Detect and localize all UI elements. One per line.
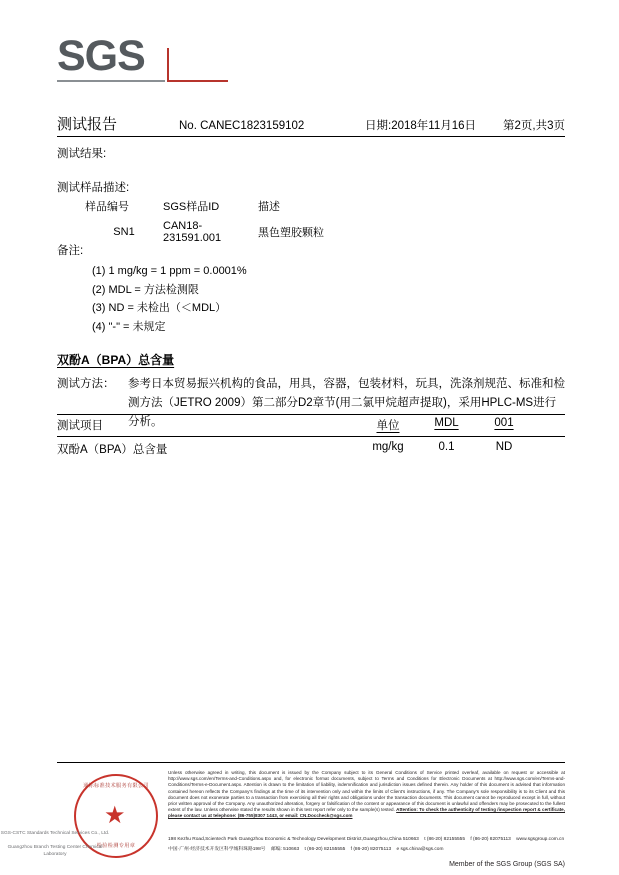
footer-fax-en: f (86-20) 82075113 — [470, 837, 511, 842]
footer-website[interactable]: www.sgsgroup.com.cn — [516, 837, 565, 842]
sample-col-no: 样品编号 — [85, 201, 129, 213]
sample-description-label: 测试样品描述: — [57, 182, 130, 194]
footer-member-line: Member of the SGS Group (SGS SA) — [449, 861, 565, 868]
footer-legal-text — [168, 770, 565, 820]
footer-paragraph: Unless otherwise agreed in writing, this document is issued by the Company subject to its General Conditions of Service printed overleaf, available on request or accessible at http://www.sgs.com/en/Terms-and-Conditions.aspx and, for electronic format documents, subject to Terms and Conditions for Electronic Documents at http://www.sgs.com/en/Terms-and-Conditions/Terms-e-Document.aspx. Attention is drawn to the limitation of liability, indemnification and jurisdiction issues defined therein. Any holder of this document is advised that information contained hereon reflects the Company's findings at the time of its intervention only and within the limits of Client's instructions, if any. The Company's sole responsibility is to its Client and this document does not exonerate parties to a transaction from exercising all their rights and obligations under the transaction documents. This document cannot be reproduced except in full, without prior written approval of the Company. Any unauthorized alteration, forgery or falsification of the content or appearance of this document is unlawful and offenders may be prosecuted to the fullest extent of the law. Unless otherwise stated the results shown in this test report refer only to the sample(s) tested. — [168, 770, 565, 813]
footer-email[interactable]: e sgs.china@sgs.com — [396, 847, 444, 852]
result-cell-mdl: 0.1 — [438, 441, 455, 453]
stamp-arc-bottom-text: 检验检测专用章 — [96, 843, 136, 849]
sample-cell-id: CAN18-231591.001 — [163, 220, 222, 244]
stamp-label-line1: SGS-CSTC Standards Technical Services Co., Ltd. — [0, 831, 110, 836]
results-label: 测试结果: — [57, 148, 107, 160]
footer-address-en: 198 Kezhu Road,Scientech Park Guangzhou Economic & Technology Development District,Guangzhou,China 510663 — [168, 837, 419, 842]
logo-tick-red — [167, 48, 169, 82]
section-heading-bpa: 双酚A（BPA）总含量 — [57, 353, 175, 367]
footer-fax-cn: f (86-20) 82075113 — [350, 847, 392, 852]
stamp-arc-top-text: 通标标准技术服务有限公司 — [83, 783, 149, 789]
sample-cell-desc: 黑色塑胶颗粒 — [258, 227, 324, 239]
sample-col-desc: 描述 — [258, 201, 280, 213]
table-row — [57, 436, 565, 457]
result-col-001: 001 — [494, 417, 514, 429]
report-number: No. CANEC1823159102 — [179, 120, 305, 132]
page-indicator: 第2页,共3页 — [503, 120, 565, 132]
footer-address-cn-row — [168, 846, 565, 854]
sample-cell-no: SN1 — [113, 226, 135, 238]
test-method-label: 测试方法： — [57, 378, 115, 390]
list-item: (4) "-" = 未规定 — [92, 320, 166, 333]
result-cell-unit: mg/kg — [372, 441, 404, 453]
page-title: 测试报告 — [57, 116, 118, 133]
result-table — [57, 417, 565, 457]
sgs-logo-text: SGS — [57, 32, 145, 80]
sgs-logo — [57, 34, 177, 86]
footer-address-en-row — [168, 836, 565, 844]
list-item: (3) ND = 未检出（＜MDL） — [92, 302, 227, 314]
sample-table-header-row — [85, 198, 408, 220]
footer-tel-cn: t (86-20) 82155555 — [304, 847, 346, 852]
star-icon: ★ — [104, 802, 126, 829]
sample-table — [85, 198, 408, 244]
logo-bar-grey — [57, 80, 165, 82]
report-header-row — [57, 113, 565, 134]
remarks-label: 备注: — [57, 245, 84, 257]
stamp-label-line3: Guangzhou Branch Testing Center Chemical Laboratory — [7, 845, 103, 857]
result-cell-001: ND — [495, 441, 513, 453]
result-col-mdl: MDL — [434, 417, 459, 429]
footer-zip-cn: 邮编: 510663 — [270, 847, 300, 852]
report-date: 日期:2018年11月16日 — [365, 120, 477, 132]
result-col-unit: 单位 — [376, 420, 400, 432]
remarks-list — [92, 262, 247, 336]
footer-address-block — [168, 836, 565, 854]
result-table-bottom-rule — [57, 436, 565, 437]
result-cell-item: 双酚A（BPA）总含量 — [57, 444, 168, 456]
footer-address-cn: 中国·广州·经济技术开发区科学城科珠路198号 — [168, 847, 266, 852]
result-col-item: 测试项目 — [57, 420, 103, 432]
list-item: (2) MDL = 方法检测限 — [92, 283, 199, 296]
footer-divider — [57, 762, 565, 763]
footer-tel-en: t (86-20) 82155555 — [424, 837, 465, 842]
table-row — [85, 220, 408, 244]
list-item: (1) 1 mg/kg = 1 ppm = 0.0001% — [92, 265, 247, 277]
header-divider — [57, 136, 565, 137]
logo-bar-red — [168, 80, 228, 82]
result-table-top-rule — [57, 414, 565, 415]
footer-verify-line[interactable]: Attention: To check the authenticity of testing /inspection report & certificate, please contact us at telephone: (86-755)8307 1443, or email: CN.Doccheck@sgs.com — [168, 807, 565, 819]
test-method-text: 参考日本贸易振兴机构的食品，用具，容器，包装材料，玩具，洗涤剂规范、标准和检测方法（JETRO 2009）第二部分D2章节(用二氯甲烷超声提取)，采用HPLC-MS进行分析。 — [128, 378, 565, 428]
result-table-header-row — [57, 417, 565, 436]
sample-col-id: SGS样品ID — [163, 201, 220, 213]
